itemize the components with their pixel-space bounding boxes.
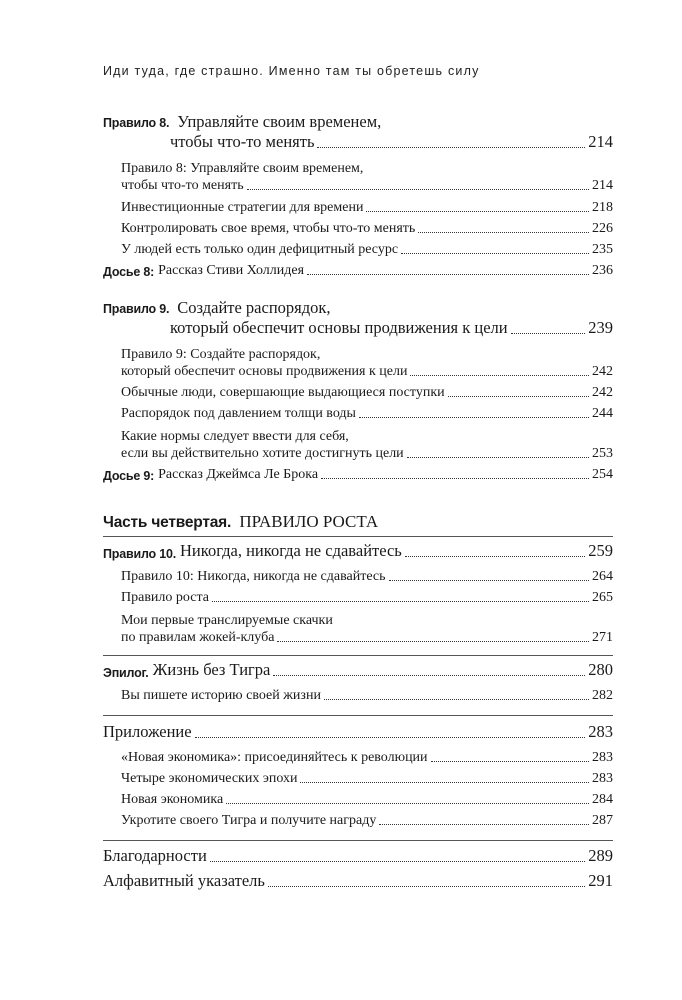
toc-entry: Правило 10: Никогда, никогда не сдавайтесь 264 bbox=[121, 569, 613, 584]
dossier8-entry: Досье 8: Рассказ Стиви Холлидея 236 bbox=[103, 263, 613, 279]
acknowledgements-entry: Благодарности 289 bbox=[103, 846, 613, 865]
toc-entry: Новая экономика 284 bbox=[121, 792, 613, 807]
index-entry: Алфавитный указатель 291 bbox=[103, 871, 613, 890]
rule9-page: 239 bbox=[588, 318, 613, 337]
toc-entry: Контролировать свое время, чтобы что-то менять 226 bbox=[121, 221, 613, 236]
rule8-title-line1: Управляйте своим временем, bbox=[177, 112, 382, 131]
dossier9-entry: Досье 9: Рассказ Джеймса Ле Брока 254 bbox=[103, 467, 613, 483]
toc-entry: Четыре экономических эпохи 283 bbox=[121, 771, 613, 786]
rule8-page: 214 bbox=[588, 132, 613, 151]
divider bbox=[103, 715, 613, 716]
toc-entry: Инвестиционные стратегии для времени 218 bbox=[121, 200, 613, 215]
toc-entry: Правило роста 265 bbox=[121, 590, 613, 605]
divider bbox=[103, 536, 613, 537]
divider bbox=[103, 840, 613, 841]
toc-entry: Вы пишете историю своей жизни 282 bbox=[121, 688, 613, 703]
rule9-heading-line2 bbox=[170, 318, 613, 338]
toc-entry: Обычные люди, совершающие выдающиеся поступки 242 bbox=[121, 385, 613, 400]
toc-entry: который обеспечит основы продвижения к цели 242 bbox=[121, 364, 613, 379]
toc-entry: «Новая экономика»: присоединяйтесь к революции 283 bbox=[121, 750, 613, 765]
toc-entry: по правилам жокей-клуба 271 bbox=[121, 630, 613, 645]
rule8-heading-line2 bbox=[170, 132, 613, 152]
rule9-title-line2: который обеспечит основы продвижения к цели bbox=[170, 318, 508, 337]
part-title: ПРАВИЛО РОСТА bbox=[239, 512, 379, 531]
toc-entry: Укротите своего Тигра и получите награду 287 bbox=[121, 813, 613, 828]
toc-entry: Распорядок под давлением толщи воды 244 bbox=[121, 406, 613, 421]
toc-entry: Мои первые транслируемые скачки bbox=[121, 613, 333, 628]
part-label: Часть четвертая. bbox=[103, 514, 232, 531]
epilogue-heading: Эпилог. Жизнь без Тигра 280 bbox=[103, 660, 613, 680]
leader-dots bbox=[317, 147, 585, 148]
running-header: Иди туда, где страшно. Именно там ты обретешь силу bbox=[103, 64, 480, 78]
toc-entry: Правило 9: Создайте распорядок, bbox=[121, 347, 321, 362]
toc-entry: Правило 8: Управляйте своим временем, bbox=[121, 161, 364, 176]
rule10-heading: Правило 10. Никогда, никогда не сдавайтесь 259 bbox=[103, 541, 613, 561]
rule8-title-line2: чтобы что-то менять bbox=[170, 132, 315, 151]
toc-entry: У людей есть только один дефицитный ресурс 235 bbox=[121, 242, 613, 257]
rule9-title-line1: Создайте распорядок, bbox=[177, 298, 331, 317]
rule9-label: Правило 9. bbox=[103, 302, 170, 316]
part-heading bbox=[103, 512, 378, 532]
toc-entry: если вы действительно хотите достигнуть цели 253 bbox=[121, 446, 613, 461]
toc-entry: Какие нормы следует ввести для себя, bbox=[121, 429, 349, 444]
toc-entry: чтобы что-то менять 214 bbox=[121, 178, 613, 193]
rule8-label: Правило 8. bbox=[103, 116, 170, 130]
divider bbox=[103, 655, 613, 656]
rule8-heading-line1 bbox=[103, 112, 381, 132]
rule9-heading-line1 bbox=[103, 298, 331, 318]
appendix-heading: Приложение 283 bbox=[103, 722, 613, 741]
